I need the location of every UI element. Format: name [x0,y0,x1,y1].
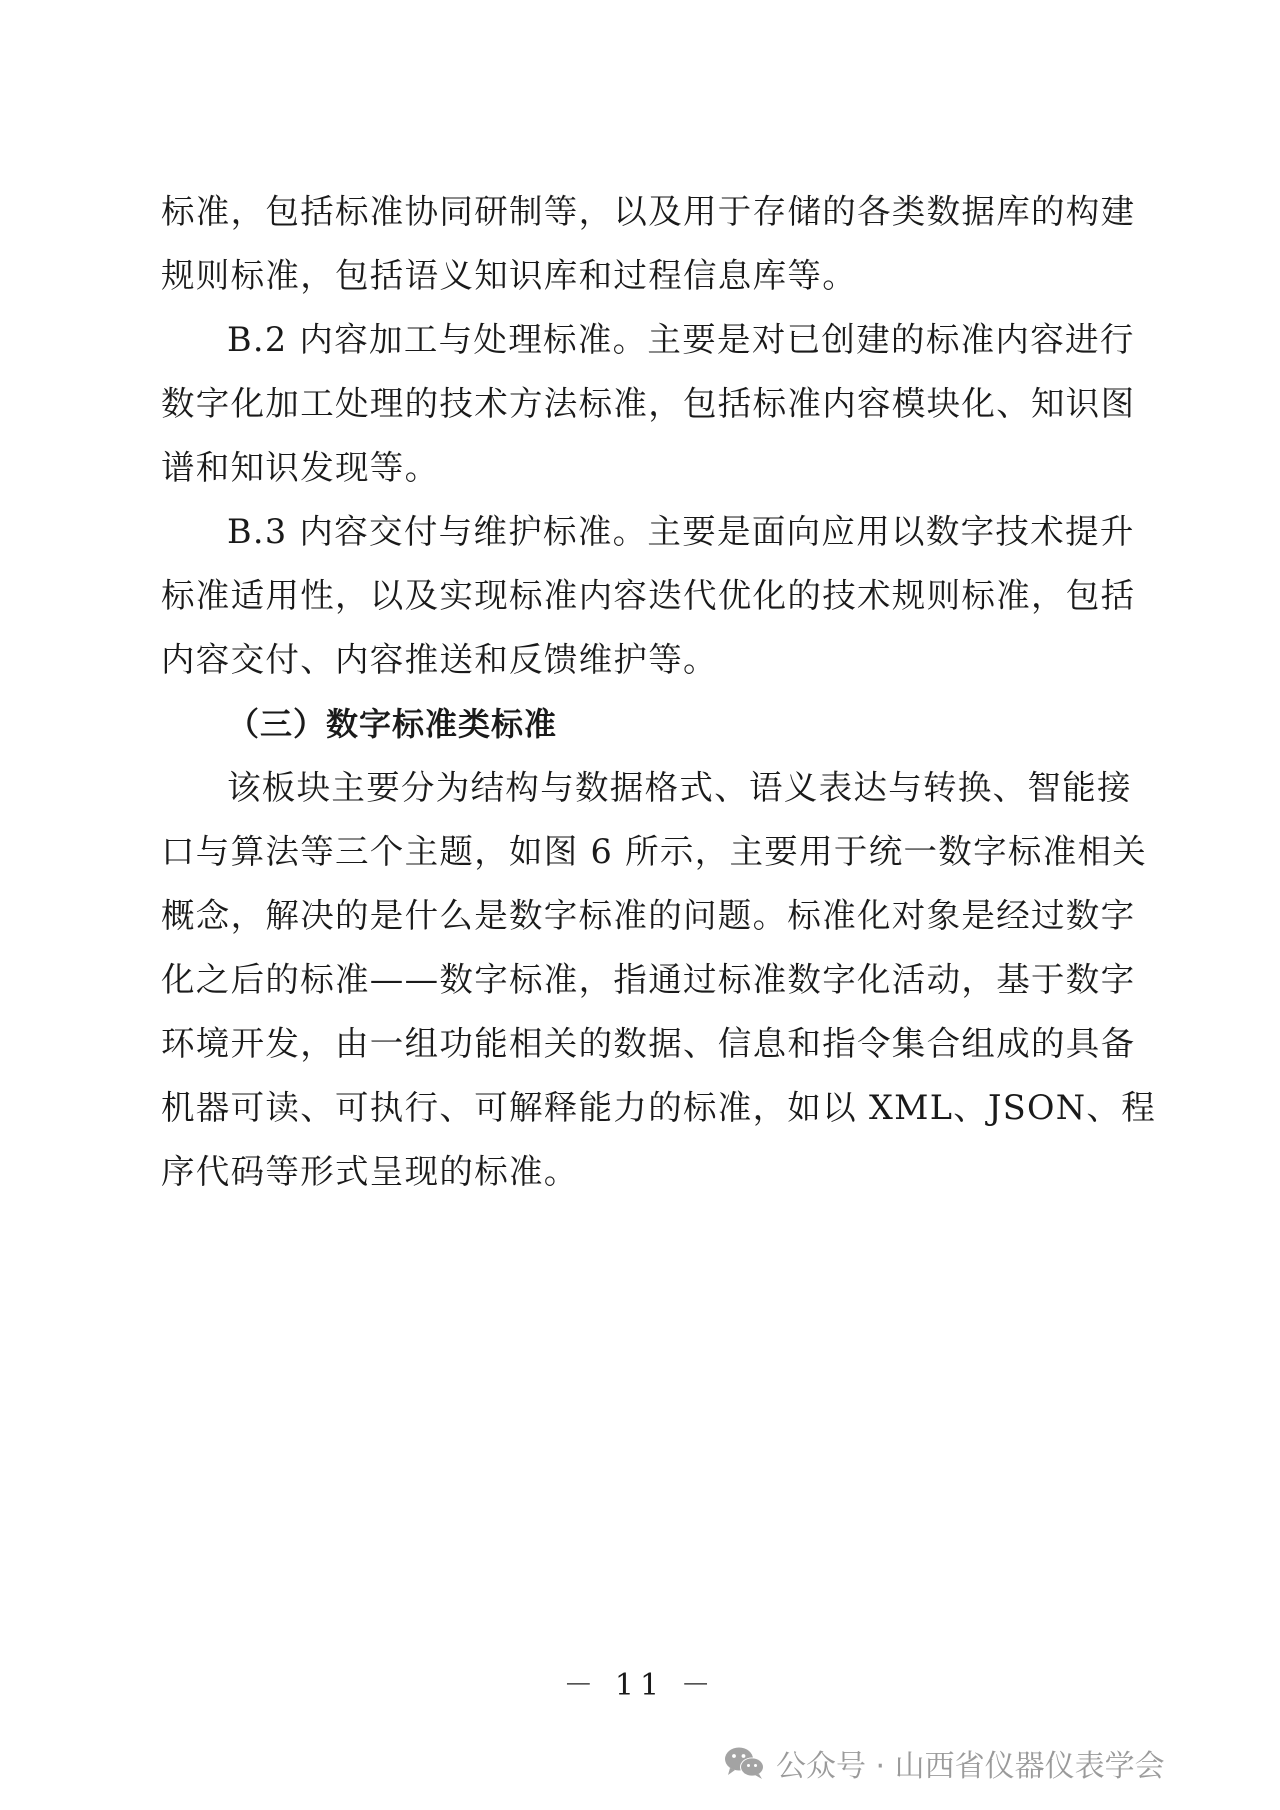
watermark [724,1738,1165,1788]
paragraph-line: B.3 内容交付与维护标准。主要是面向应用以数字技术提升 [227,512,1135,551]
body-text [161,180,1156,1204]
paragraph-line: 规则标准，包括语义知识库和过程信息库等。 [161,256,857,295]
paragraph-line: 数字化加工处理的技术方法标准，包括标准内容模块化、知识图 [161,384,1136,423]
paragraph-line: 概念，解决的是什么是数字标准的问题。标准化对象是经过数字 [161,896,1136,935]
paragraph-line: 内容交付、内容推送和反馈维护等。 [161,640,718,679]
paragraph-line: 序代码等形式呈现的标准。 [161,1152,579,1191]
paragraph-line: 化之后的标准——数字标准，指通过标准数字化活动，基于数字 [161,960,1136,999]
wechat-icon [724,1745,766,1781]
paragraph-line: B.2 内容加工与处理标准。主要是对已创建的标准内容进行 [227,320,1135,359]
page-number: － 11 － [563,1668,717,1703]
paragraph-line: 该板块主要分为结构与数据格式、语义表达与转换、智能接 [227,768,1132,807]
paragraph-line: 口与算法等三个主题，如图 6 所示，主要用于统一数字标准相关 [161,832,1148,871]
paragraph-line: 机器可读、可执行、可解释能力的标准，如以 XML、JSON、程 [161,1088,1156,1127]
paragraph-line: 谱和知识发现等。 [161,448,440,487]
watermark-text: 公众号 · 山西省仪器仪表学会 [776,1749,1165,1784]
paragraph-line: 标准适用性，以及实现标准内容迭代优化的技术规则标准，包括 [161,576,1136,615]
paragraph-line: 环境开发，由一组功能相关的数据、信息和指令集合组成的具备 [161,1024,1136,1063]
paragraph-line: 标准，包括标准协同研制等，以及用于存储的各类数据库的构建 [161,192,1136,231]
section-heading: （三）数字标准类标准 [227,705,558,743]
